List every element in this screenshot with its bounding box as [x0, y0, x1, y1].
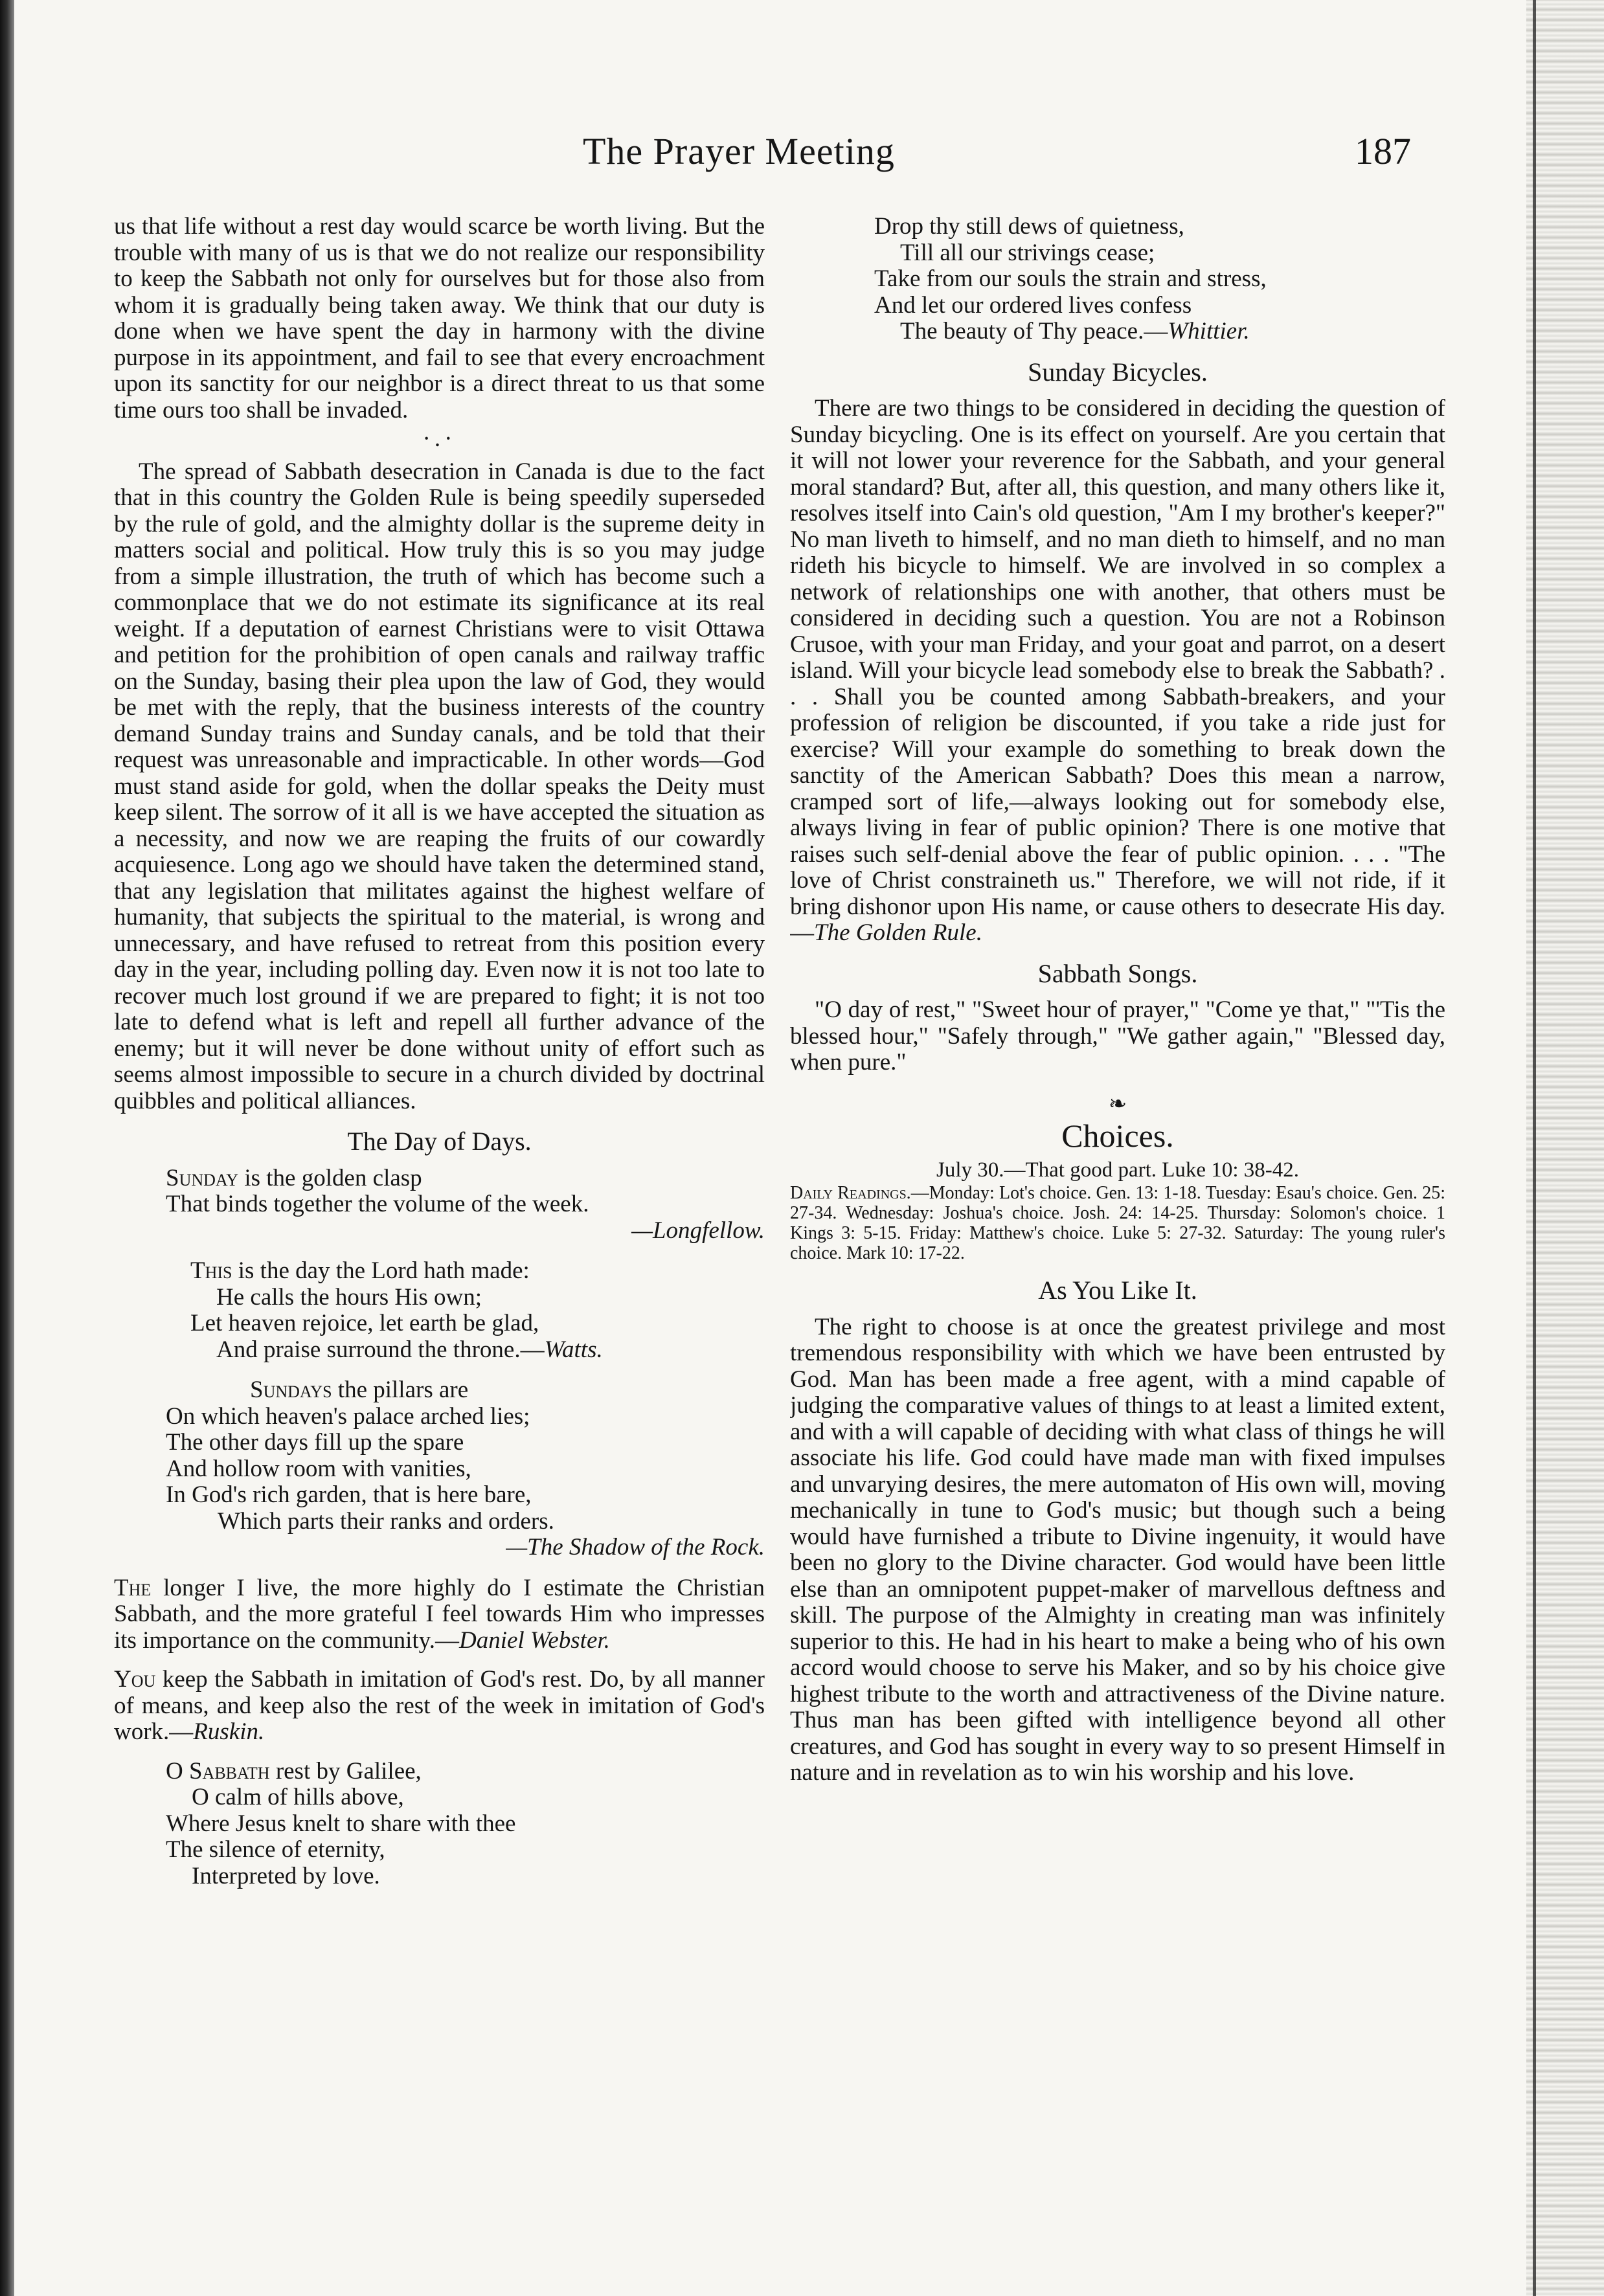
- verse-line: The beauty of Thy peace.—: [900, 318, 1168, 344]
- paragraph-sabbath-responsibility: us that life without a rest day would scarce be worth living. But the trouble with many of us is that we do not realize our responsibility to keep the Sabbath not only for ourselves but for those also from whom it is gradually being taken away. We think that our duty is done when we have spent the day in harmony with the divine purpose in its appointment, and fail to see that every encroachment upon its sanctity for our neighbor is a direct threat to us that some time ours too shall be invaded.: [114, 214, 765, 423]
- daily-readings: [790, 1183, 1445, 1263]
- heading-sunday-bicycles: Sunday Bicycles.: [1028, 357, 1208, 387]
- heading-choices: Choices.: [1061, 1118, 1174, 1154]
- verse-line: the pillars are: [332, 1377, 469, 1403]
- left-column: [114, 214, 765, 2182]
- verse-line: Take from our souls the strain and stress,: [874, 265, 1267, 292]
- page-binding-edge: [0, 0, 14, 2296]
- paragraph-text: keep the Sabbath in imitation of God's rest. Do, by all manner of means, and keep also the rest of the week in imitation of God's work.—: [114, 1666, 765, 1745]
- heading-sabbath-songs: Sabbath Songs.: [1037, 958, 1198, 988]
- verse-line: Till all our strivings cease;: [900, 239, 1155, 266]
- paragraph-as-you-like-it: The right to choose is at once the greatest privilege and most tremendous responsibility with which we have been entrusted by God. Man has been made a free agent, with a mind capable of judging the comparative values of things to at least a limited extent, and with a will capable of deciding with what class of things he will associate his life. God could have made man with fixed impulses and unvarying desires, the mere automaton of His own will, moving mechanically in tune to God's music; but though such a being would have furnished a tribute to Divine ingenuity, it would have been no glory to the Divine character. God would have been little else than an omnipotent puppet-maker of marvellous deftness and skill. The purpose of the Almighty in creating man was infinitely superior to this. He had in his heart to make a being who of his own accord would choose to serve his Maker, and so by his choice give highest tribute to the worth and attractiveness of the Divine nature. Thus man has been gifted with intelligence beyond all other creatures, and God has sought in every way to so present Himself in nature and in revelation as to win his worship and his love.: [790, 1313, 1445, 1786]
- verse-line: And hollow room with vanities,: [166, 1455, 471, 1482]
- lead-word: You: [114, 1666, 156, 1693]
- paragraph-sabbath-desecration-canada: The spread of Sabbath desecration in Canada is due to the fact that in this country the Golden Rule is being speedily superseded by the rule of gold, and the almighty dollar is the supreme deity in matters social and political. How truly this is so you may judge from a simple illustration, the truth of which has become such a commonplace that we do not estimate its significance at its real weight. If a deputation of earnest Christians were to visit Ottawa and petition for the prohibition of open canals and railway traffic on the Sunday, basing their plea upon the law of God, they would be met with the reply, that the business interests of the country demand Sunday trains and Sunday canals, and be told that their request was unreasonable and impracticable. In other words—God must stand aside for gold, when the dollar speaks the Deity must keep silent. The sorrow of it all is we have accepted the situation as a necessity, and now we are reaping the fruits of our cowardly acquiesence. Long ago we should have taken the determined stand, that any legislation that militates against the highest welfare of humanity, that subjects the spiritual to the material, is wrong and unnecessary, and have refused to retreat from this position every day in the year, including polling day. Even now it is not too late to recover much lost ground if we are prepared to fight; it is not too late to defend what is left and repell all further advance of the enemy; but it will never be done without unity of effort such as seems almost impossible to secure in a church divided by doctrinal quibbles and political alliances.: [114, 458, 765, 1114]
- page-number: 187: [1355, 130, 1411, 172]
- paragraph-sabbath-songs: "O day of rest," "Sweet hour of prayer," "Come ye that," "'Tis the blessed hour," "Safely through," "We gather again," "Blessed day, when pure.": [790, 996, 1445, 1075]
- verse-attribution: —Longfellow.: [631, 1217, 765, 1244]
- paragraph-text: There are two things to be considered in deciding the question of Sunday bicycling. One is its effect on yourself. Are you certain that it will not lower your reverence for the Sabbath, and your general moral standard? But, after all, this question, and many others like it, resolves itself into Cain's old question, "Am I my brother's keeper?" No man liveth to himself, and no man dieth to himself, and no man rideth his bicycle to himself. We are involved in so complex a network of relationships one with another, that others must be considered in deciding such a question. You are not a Robinson Crusoe, with your man Friday, and your goat and parrot, on a desert island. Will your bicycle lead somebody else to break the Sabbath? . . . Shall you be counted among Sabbath-breakers, and your profession of religion be discounted, if you take a ride just for exercise? Will your example do something to break down the sanctity of the American Sabbath? Does this mean a narrow, cramped sort of life,—always looking out for somebody else, always living in fear of public opinion? There is one motive that raises such self-denial above the fear of public opinion. . . . "The love of Christ constraineth us." Therefore, we will not ride, if it bring dishonor upon His name, or cause others to desecrate His day.—: [790, 395, 1445, 946]
- verse-line: Let heaven rejoice, let earth be glad,: [190, 1310, 539, 1336]
- verse-galilee: [114, 1759, 765, 1890]
- page-title: The Prayer Meeting: [583, 130, 895, 172]
- attribution: Daniel Webster.: [458, 1626, 610, 1654]
- verse-line: Interpreted by love.: [192, 1862, 380, 1889]
- verse-line: And praise surround the throne.—: [216, 1336, 545, 1363]
- paragraph-text: longer I live, the more highly do I estimate the Christian Sabbath, and the more grateful I feel towards Him who impresses its importance on the community.—: [114, 1574, 765, 1654]
- verse-shadow-of-the-rock: [114, 1377, 765, 1561]
- verse-lead-word: Sunday: [166, 1164, 239, 1191]
- verse-attribution: —The Shadow of the Rock.: [506, 1534, 765, 1560]
- section-divider-dots: ·.·: [422, 425, 457, 452]
- verse-line: He calls the hours His own;: [216, 1283, 482, 1311]
- verse-lead-word: Sundays: [250, 1377, 332, 1403]
- lesson-reference: July 30.—That good part. Luke 10: 38-42.: [936, 1158, 1299, 1182]
- verse-line: O calm of hills above,: [192, 1784, 404, 1810]
- verse-line: Drop thy still dews of quietness,: [874, 214, 1184, 240]
- verse-line: And let our ordered lives confess: [874, 291, 1192, 319]
- attribution: The Golden Rule.: [814, 919, 982, 946]
- verse-line: is the golden clasp: [238, 1164, 422, 1191]
- page-fore-edge-line: [1533, 0, 1536, 2296]
- heading-day-of-days: The Day of Days.: [347, 1127, 532, 1156]
- verse-lead-word: This: [190, 1257, 232, 1284]
- right-column: [790, 214, 1445, 2182]
- verse-line: In God's rich garden, that is here bare,: [166, 1481, 532, 1508]
- paragraph-sunday-bicycles: [790, 396, 1445, 947]
- verse-line: The other days fill up the spare: [166, 1429, 464, 1456]
- attribution: Ruskin.: [193, 1718, 265, 1745]
- verse-line: Where Jesus knelt to share with thee: [166, 1810, 516, 1837]
- verse-whittier: [790, 214, 1445, 345]
- page-fore-edge: [1526, 0, 1604, 2296]
- verse-attribution: Whittier.: [1168, 318, 1250, 344]
- verse-line: rest by Galilee,: [269, 1757, 422, 1784]
- verse-watts: [114, 1258, 765, 1363]
- lead-word: The: [114, 1574, 152, 1601]
- verse-line: On which heaven's palace arched lies;: [166, 1402, 530, 1430]
- heading-as-you-like-it: As You Like It.: [1038, 1276, 1197, 1305]
- fleuron-ornament-icon: ❧: [1108, 1092, 1127, 1116]
- daily-readings-text: —Monday: Lot's choice. Gen. 13: 1-18. Tuesday: Esau's choice. Gen. 25: 27-34. Wednesday: Joshua's choice. Josh. 24: 14-25. Thursday: Solomon's choice. 1 Kings 3: 5-15. Friday: Matthew's choice. Luke 5: 27-32. Saturday: The young ruler's choice. Mark 10: 17-22.: [790, 1183, 1445, 1263]
- verse-line: Which parts their ranks and orders.: [218, 1507, 554, 1535]
- verse-line: is the day the Lord hath made:: [232, 1257, 530, 1284]
- verse-line: The silence of eternity,: [166, 1836, 385, 1863]
- running-head: [0, 129, 1604, 194]
- paragraph-webster: [114, 1575, 765, 1654]
- verse-longfellow: [114, 1165, 765, 1244]
- daily-readings-label: Daily Readings.: [790, 1183, 911, 1203]
- verse-lead-word: O Sabbath: [166, 1757, 270, 1784]
- paragraph-ruskin: [114, 1667, 765, 1746]
- verse-attribution: Watts.: [544, 1336, 603, 1363]
- verse-line: That binds together the volume of the week.: [166, 1191, 589, 1217]
